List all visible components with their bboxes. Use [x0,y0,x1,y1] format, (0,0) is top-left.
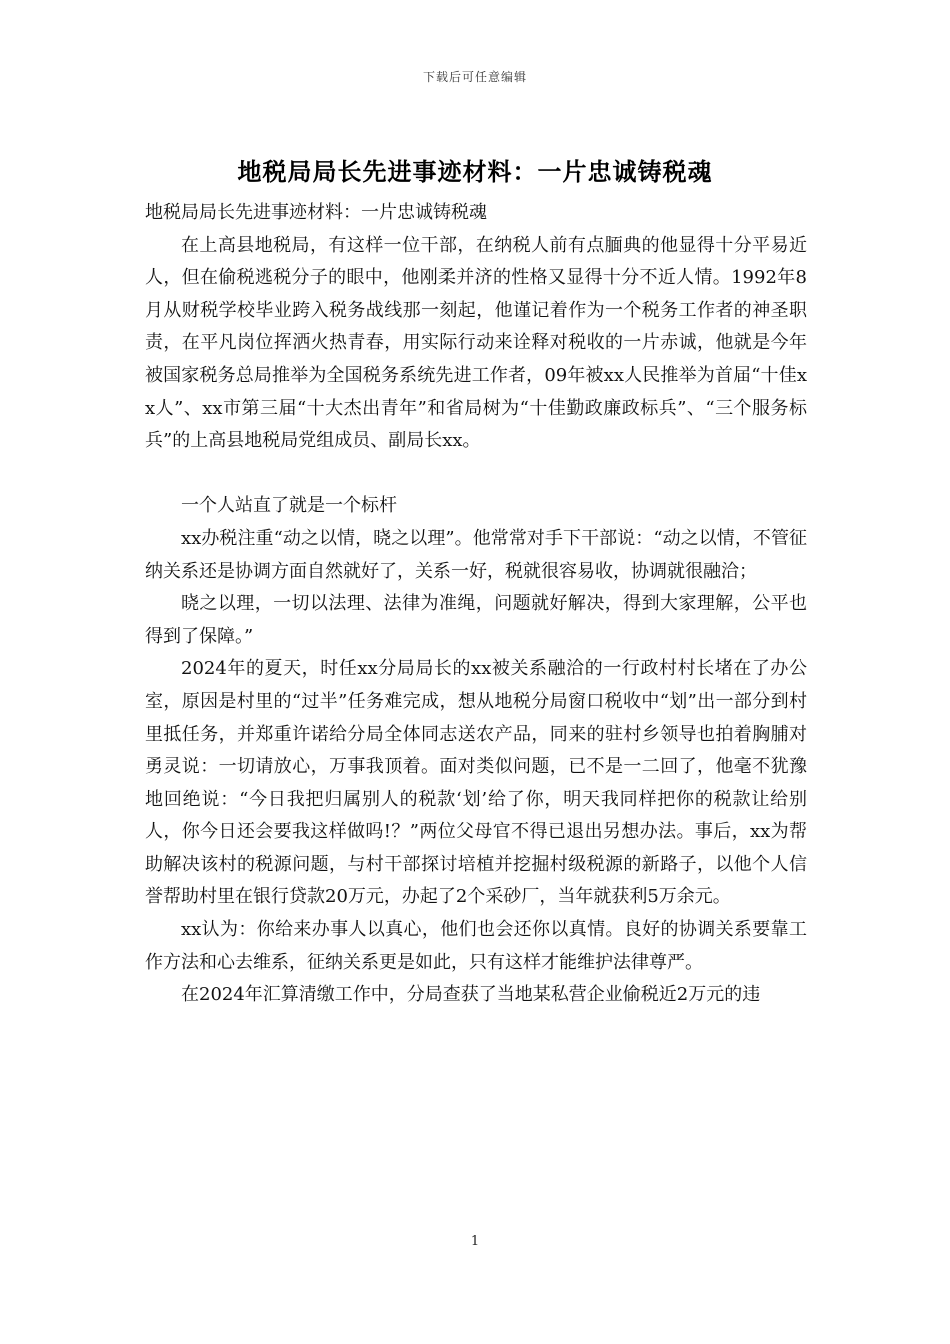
paragraph: xx办税注重“动之以情，晓之以理”。他常常对手下干部说：“动之以情，不管征纳关系还是协调方面自然就好了，关系一好，税就很容易收，协调就很融洽； [145,527,807,582]
paragraph: 2024年的夏天，时任xx分局局长的xx被关系融洽的一行政村村长堵在了办公室，原因是村里的“过半”任务难完成，想从地税分局窗口税收中“划”出一部分到村里抵任务，并郑重许诺给分局全体同志送农产品，同来的驻村乡领导也拍着胸脯对勇灵说：一切请放心，万事我顶着。面对类似问题，已不是一二回了，他毫不犹豫地回绝说：“今日我把归属别人的税款‘划’给了你，明天我同样把你的税款让给别人，你今日还会要我这样做吗!？”两位父母官不得已退出另想办法。事后，xx为帮助解决该村的税源问题，与村干部探讨培植并挖掘村级税源的新路子，以他个人信誉帮助村里在银行贷款20万元，办起了2个采砂厂，当年就获利5万余元。 [145,658,807,908]
paragraph-intro: 在上高县地税局，有这样一位干部，在纳税人前有点腼典的他显得十分平易近人，但在偷税逃税分子的眼中，他刚柔并济的性格又显得十分不近人情。1992年8月从财税学校毕业跨入税务战线那一刻起，他谨记着作为一个税务工作者的神圣职责，在平凡岗位挥洒火热青春，用实际行动来诠释对税收的一片赤诚，他就是今年被国家税务总局推举为全国税务系统先进工作者，09年被xx人民推举为首届“十佳xx人”、xx市第三届“十大杰出青年”和省局树为“十佳勤政廉政标兵”、“三个服务标兵”的上高县地税局党组成员、副局长xx。 [145,234,807,452]
paragraph: 在2024年汇算清缴工作中，分局查获了当地某私营企业偷税近2万元的违 [181,984,761,1006]
section-heading: 一个人站直了就是一个标杆 [181,495,397,517]
page-number: 1 [470,1234,480,1249]
paragraph: xx认为：你给来办事人以真心，他们也会还你以真情。良好的协调关系要靠工作方法和心去维系，征纳关系更是如此，只有这样才能维护法律尊严。 [145,919,807,973]
paragraph-spacer [145,458,807,491]
header-note: 下载后可任意编辑 [422,70,527,84]
document-body [145,197,807,1012]
subtitle-line: 地税局局长先进事迹材料：一片忠诚铸税魂 [145,202,487,223]
paragraph: 晓之以理，一切以法理、法律为准绳，问题就好解决，得到大家理解，公平也得到了保障。” [145,593,807,647]
document-title: 地税局局长先进事迹材料：一片忠诚铸税魂 [237,157,713,186]
